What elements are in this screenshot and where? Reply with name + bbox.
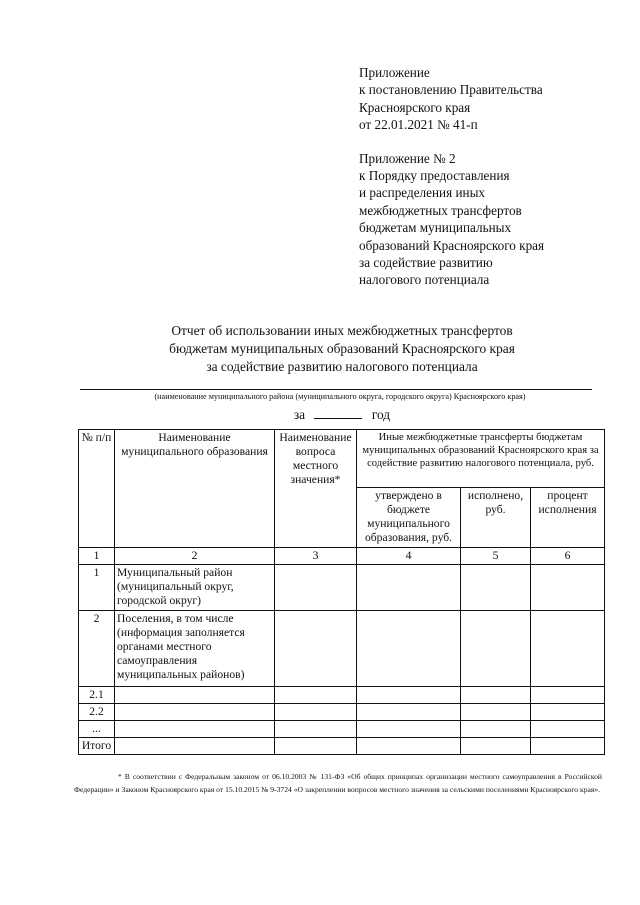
cell-executed[interactable] (461, 721, 531, 738)
appendix-header (359, 64, 619, 289)
row-name[interactable] (115, 721, 275, 738)
header-row (79, 430, 605, 488)
sub-appendix-line: за содействие развитию (359, 255, 493, 271)
spacer (359, 134, 619, 150)
report-title (80, 322, 604, 376)
col-number: 1 (79, 548, 115, 565)
row-num: 2.2 (79, 704, 115, 721)
cell-percent[interactable] (531, 721, 605, 738)
year-suffix: год (371, 407, 391, 422)
year-row (80, 406, 604, 423)
cell-approved[interactable] (357, 687, 461, 704)
header-approved: утверждено в бюджете муниципального образования, руб. (357, 488, 461, 548)
header-municipality: Наименование муниципального образования (115, 430, 275, 548)
row-name[interactable] (115, 704, 275, 721)
cell-executed[interactable] (461, 611, 531, 687)
municipality-name-line[interactable] (80, 389, 592, 390)
row-name[interactable] (115, 687, 275, 704)
row-num: 1 (79, 565, 115, 611)
table-row (79, 704, 605, 721)
report-title-line: за содействие развитию налогового потенциала (206, 359, 478, 374)
sub-appendix-line: бюджетам муниципальных (359, 220, 512, 236)
cell-executed[interactable] (461, 687, 531, 704)
row-name (115, 738, 275, 755)
header-executed: исполнено, руб. (461, 488, 531, 548)
cell-approved[interactable] (357, 611, 461, 687)
cell-percent[interactable] (531, 704, 605, 721)
row-name: Поселения, в том числе (информация заполняется органами местного самоуправления муниципальных районов) (115, 611, 275, 687)
table-row (79, 721, 605, 738)
footnote (74, 771, 602, 796)
cell-question[interactable] (275, 704, 357, 721)
cell-percent[interactable] (531, 611, 605, 687)
header-transfers-group: Иные межбюджетные трансферты бюджетам муниципальных образований Красноярского края за содействие развитию налогового потенциала, руб. (357, 430, 605, 488)
col-number: 5 (461, 548, 531, 565)
col-number: 2 (115, 548, 275, 565)
cell-percent[interactable] (531, 565, 605, 611)
report-title-line: Отчет об использовании иных межбюджетных трансфертов (171, 323, 513, 338)
sub-appendix-line: межбюджетных трансфертов (359, 202, 522, 218)
row-name: Муниципальный район (муниципальный округ, городской округ) (115, 565, 275, 611)
table-row (79, 565, 605, 611)
cell-executed[interactable] (461, 704, 531, 721)
cell-approved[interactable] (357, 721, 461, 738)
row-num: 2 (79, 611, 115, 687)
col-number: 4 (357, 548, 461, 565)
column-numbers-row (79, 548, 605, 565)
table-row (79, 687, 605, 704)
report-table (78, 429, 605, 755)
col-number: 6 (531, 548, 605, 565)
row-num: ... (79, 721, 115, 738)
sub-appendix-line: и распределения иных (359, 185, 486, 201)
cell-percent[interactable] (531, 738, 605, 755)
cell-question[interactable] (275, 565, 357, 611)
table-row (79, 611, 605, 687)
appendix-line: Красноярского края (359, 99, 471, 115)
cell-percent[interactable] (531, 687, 605, 704)
year-blank[interactable] (314, 406, 362, 419)
cell-question[interactable] (275, 738, 357, 755)
sub-appendix-line: налогового потенциала (359, 272, 490, 288)
cell-executed[interactable] (461, 565, 531, 611)
cell-question[interactable] (275, 687, 357, 704)
municipality-name-caption: (наименование муниципального района (муниципального округа, городского округа) Красноярского края) (154, 392, 526, 401)
sub-appendix-line: образований Красноярского края (359, 237, 545, 253)
row-num: 2.1 (79, 687, 115, 704)
appendix-line: к постановлению Правительства (359, 82, 543, 98)
cell-approved[interactable] (357, 738, 461, 755)
year-prefix: за (293, 407, 306, 422)
appendix-line: Приложение (359, 65, 430, 80)
cell-question[interactable] (275, 611, 357, 687)
cell-approved[interactable] (357, 565, 461, 611)
appendix-line: от 22.01.2021 № 41-п (359, 117, 478, 133)
sub-appendix-line: к Порядку предоставления (359, 168, 510, 184)
report-title-line: бюджетам муниципальных образований Красноярского края (169, 341, 515, 356)
row-num: Итого (79, 738, 115, 755)
footnote-text: * В соответствии с Федеральным законом от 06.10.2003 № 131-ФЗ «Об общих принципах организации местного самоуправления в Российской Федерации» и Законом Красноярского края от 15.10.2015 № 9-3724 «О закреплении вопросов местного значения за сельскими поселениями Красноярского края». (74, 772, 602, 794)
header-percent: процент исполнения (531, 488, 605, 548)
header-num: № п/п (79, 430, 115, 548)
sub-appendix-line: Приложение № 2 (359, 150, 456, 166)
cell-question[interactable] (275, 721, 357, 738)
cell-approved[interactable] (357, 704, 461, 721)
col-number: 3 (275, 548, 357, 565)
table-row-total (79, 738, 605, 755)
cell-executed[interactable] (461, 738, 531, 755)
header-question: Наименование вопроса местного значения* (275, 430, 357, 548)
